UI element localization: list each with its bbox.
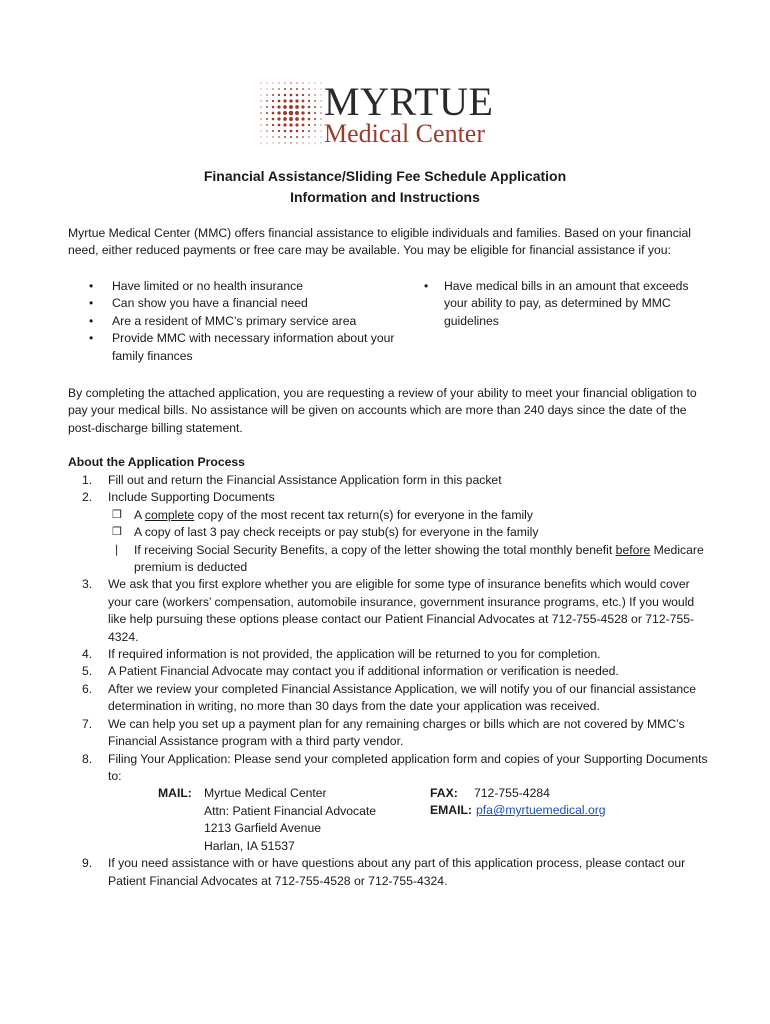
logo-dot — [308, 106, 311, 109]
logo-dot — [266, 106, 268, 108]
document-checkbox-item: ❒ A complete copy of the most recent tax return(s) for everyone in the family — [68, 507, 708, 524]
checkbox-icon: ❘ — [112, 543, 122, 556]
fax-number: 712-755-4284 — [474, 786, 550, 801]
step-8: 8. Filing Your Application: Please send your completed application form and copies of your Supporting Documents to: — [82, 751, 708, 783]
step-1: 1. Fill out and return the Financial Assistance Application form in this packet — [82, 473, 502, 487]
logo-dot — [278, 88, 280, 90]
document-checkbox-item: ❘ If receiving Social Security Benefits, a copy of the letter showing the total monthly benefit before Medicare premium is deducted — [112, 542, 704, 575]
logo-dot — [301, 117, 304, 120]
logo-dot — [296, 142, 297, 143]
checkbox-icon: ❒ — [112, 526, 122, 539]
logo-dot — [290, 136, 292, 138]
logo-dot — [290, 130, 293, 133]
logo-dot — [272, 112, 275, 115]
intro-paragraph: Myrtue Medical Center (MMC) offers financial assistance to eligible individuals and families. Based on your financial need, either reduced payments or free care may be available. You may be eligible for financial assistance if you: — [68, 226, 691, 258]
logo-dot — [261, 143, 262, 144]
logo-dot — [277, 111, 280, 114]
logo-dot — [309, 143, 310, 144]
logo-dot — [290, 88, 292, 90]
logo-dot — [296, 136, 298, 138]
logo-dot — [272, 124, 274, 126]
logo-dot — [284, 82, 285, 83]
logo-dot — [308, 130, 310, 132]
logo-dot — [320, 112, 321, 113]
logo-subtitle: Medical Center — [324, 119, 485, 148]
logo-dot — [320, 106, 321, 107]
logo-dot — [261, 89, 262, 90]
logo-dot — [266, 124, 268, 126]
logo-dot — [289, 99, 292, 102]
mail-label: MAIL: — [158, 786, 192, 801]
logo-dot — [289, 111, 294, 116]
logo-dot — [314, 94, 315, 95]
logo-dot — [277, 105, 280, 108]
section-heading: About the Application Process — [68, 455, 245, 469]
logo-dot — [261, 95, 262, 96]
email-label: EMAIL: — [430, 803, 472, 818]
list-item: • Have limited or no health insurance — [68, 278, 398, 295]
step-2: 2. Include Supporting Documents — [82, 490, 275, 505]
logo-dot — [284, 88, 286, 90]
logo-dot — [260, 118, 261, 119]
logo-dot — [308, 124, 310, 126]
logo-dot — [272, 100, 274, 102]
email-link[interactable]: pfa@myrtuemedical.org — [476, 803, 606, 818]
list-item: • Provide MMC with necessary information about your family finances — [68, 330, 398, 365]
logo-dot — [309, 83, 310, 84]
myrtue-logo — [258, 80, 518, 150]
logo-dot — [267, 89, 268, 90]
logo-dot — [283, 105, 287, 109]
logo-dot — [266, 130, 267, 131]
mailing-address: Myrtue Medical Center Attn: Patient Financial Advocate 1213 Garfield Avenue Harlan, IA 51537 — [204, 786, 377, 853]
process-steps — [68, 472, 708, 890]
logo-dot — [302, 82, 303, 83]
logo-dot — [260, 106, 261, 107]
logo-dot — [301, 111, 304, 114]
logo-dot — [266, 94, 267, 95]
logo-dot — [289, 105, 293, 109]
logo-dot — [278, 142, 279, 143]
logo-dot — [283, 99, 286, 102]
logo-dot — [290, 94, 293, 97]
logo-dot — [278, 94, 280, 96]
logo-dot — [308, 136, 309, 137]
logo-dot — [320, 124, 321, 125]
logo-dot — [302, 142, 303, 143]
logo-dot — [290, 82, 291, 83]
logo-dot — [267, 83, 268, 84]
logo-dot — [314, 118, 316, 120]
logo-dot — [302, 94, 304, 96]
logo-dot — [320, 100, 321, 101]
logo-name: MYRTUE — [324, 79, 494, 124]
logo-dot — [266, 100, 268, 102]
logo-dot — [278, 100, 281, 103]
step-6: 6. After we review your completed Financial Assistance Application, we will notify you of our financial assistance determination in writing, no more than 30 days from the date your application was received. — [82, 681, 696, 714]
logo-dot — [321, 137, 322, 138]
logo-dot — [267, 137, 268, 138]
logo-dot — [308, 118, 311, 121]
logo-dot — [315, 89, 316, 90]
logo-dot — [302, 136, 304, 138]
logo-dot — [314, 124, 316, 126]
logo-dot — [315, 143, 316, 144]
list-item: • Can show you have a financial need — [68, 295, 398, 312]
logo-dot — [295, 111, 299, 115]
step-3: 3. We ask that you first explore whether you are eligible for some type of insurance benefits which would cover your care (workers’ compensation, automobile insurance, government insurance programs, etc.) If you would like help pursuing these options please contact our Patient Financial Advocates at 712-755-4528 or 712-755-4324. — [82, 577, 695, 644]
logo-dot — [321, 131, 322, 132]
logo-dot — [283, 111, 287, 115]
step-9: 9. If you need assistance with or have questions about any part of this application process, please contact our Patient Financial Advocates at 712-755-4528 or 712-755-4324. — [82, 856, 686, 888]
step-4: 4. If required information is not provided, the application will be returned to you for completion. — [82, 647, 601, 662]
document-checkbox-item: ❒ A copy of last 3 pay check receipts or pay stub(s) for everyone in the family — [68, 524, 708, 541]
logo-dot — [272, 136, 273, 137]
dot-grid-logo-icon — [258, 80, 324, 146]
logo-dot — [308, 88, 309, 89]
logo-dot — [272, 130, 274, 132]
logo-dot — [321, 89, 322, 90]
mailing-address-block — [68, 785, 708, 855]
logo-dot — [284, 130, 287, 133]
logo-dot — [261, 137, 262, 138]
page-title: Financial Assistance/Sliding Fee Schedule Application — [203, 168, 567, 184]
logo-dot — [277, 117, 280, 120]
checkbox-icon: ❒ — [112, 508, 122, 521]
logo-dot — [272, 94, 274, 96]
logo-dot — [290, 142, 291, 143]
logo-dot — [273, 143, 274, 144]
logo-dot — [272, 118, 275, 121]
logo-dot — [314, 100, 316, 102]
logo-dot — [320, 118, 321, 119]
logo-dot — [296, 88, 298, 90]
logo-dot — [283, 123, 286, 126]
logo-dot — [260, 100, 261, 101]
logo-dot — [272, 88, 273, 89]
logo-dot — [266, 118, 268, 120]
logo-dot — [302, 100, 305, 103]
step-7: 7. We can help you set up a payment plan for any remaining charges or bills which are not covered by MMC’s Financial Assistance program with a third party vendor. — [82, 716, 685, 749]
list-item: • Are a resident of MMC’s primary service area — [68, 313, 398, 330]
logo-dot — [284, 136, 286, 138]
logo-dot — [278, 124, 281, 127]
logo-dot — [267, 143, 268, 144]
logo-dot — [284, 142, 285, 143]
logo-dot — [261, 83, 262, 84]
logo-dot — [295, 123, 298, 126]
logo-dot — [314, 106, 316, 108]
logo-dot — [315, 83, 316, 84]
logo-dot — [278, 82, 279, 83]
eligibility-left-column — [68, 278, 398, 365]
logo-dot — [315, 137, 316, 138]
page-subtitle: Information and Instructions — [290, 189, 480, 205]
logo-dot — [261, 131, 262, 132]
logo-dot — [295, 105, 299, 109]
logo-dot — [295, 99, 298, 102]
logo-dot — [321, 143, 322, 144]
logo-dot — [308, 112, 311, 115]
logo-dot — [273, 83, 274, 84]
step-5: 5. A Patient Financial Advocate may contact you if additional information or verification is needed. — [82, 664, 619, 679]
logo-dot — [278, 136, 280, 138]
logo-dot — [283, 117, 287, 121]
logo-dot — [296, 130, 299, 133]
logo-dot — [302, 88, 304, 90]
logo-dot — [260, 112, 261, 113]
logo-dot — [295, 117, 299, 121]
logo-dot — [296, 82, 297, 83]
logo-dot — [278, 130, 280, 132]
logo-dot — [260, 124, 261, 125]
list-item: • Have medical bills in an amount that exceeds your ability to pay, as determined by MMC guidelines — [422, 278, 707, 330]
logo-dot — [302, 124, 305, 127]
logo-dot — [289, 123, 292, 126]
fax-label: FAX: — [430, 786, 458, 801]
logo-dot — [301, 105, 304, 108]
logo-dot — [272, 106, 275, 109]
logo-dot — [321, 83, 322, 84]
review-paragraph: By completing the attached application, you are requesting a review of your ability to meet your financial obligation to pay your medical bills. No assistance will be given on accounts which are more than 240 days since the date of the post-discharge billing statement. — [68, 386, 697, 435]
eligibility-right-column — [422, 278, 707, 330]
logo-dot — [314, 112, 316, 114]
logo-dot — [302, 130, 304, 132]
logo-dot — [321, 95, 322, 96]
logo-dot — [289, 117, 293, 121]
logo-dot — [284, 94, 287, 97]
logo-dot — [308, 100, 310, 102]
logo-dot — [308, 94, 310, 96]
logo-dot — [296, 94, 299, 97]
logo-dot — [266, 112, 268, 114]
logo-dot — [314, 130, 315, 131]
